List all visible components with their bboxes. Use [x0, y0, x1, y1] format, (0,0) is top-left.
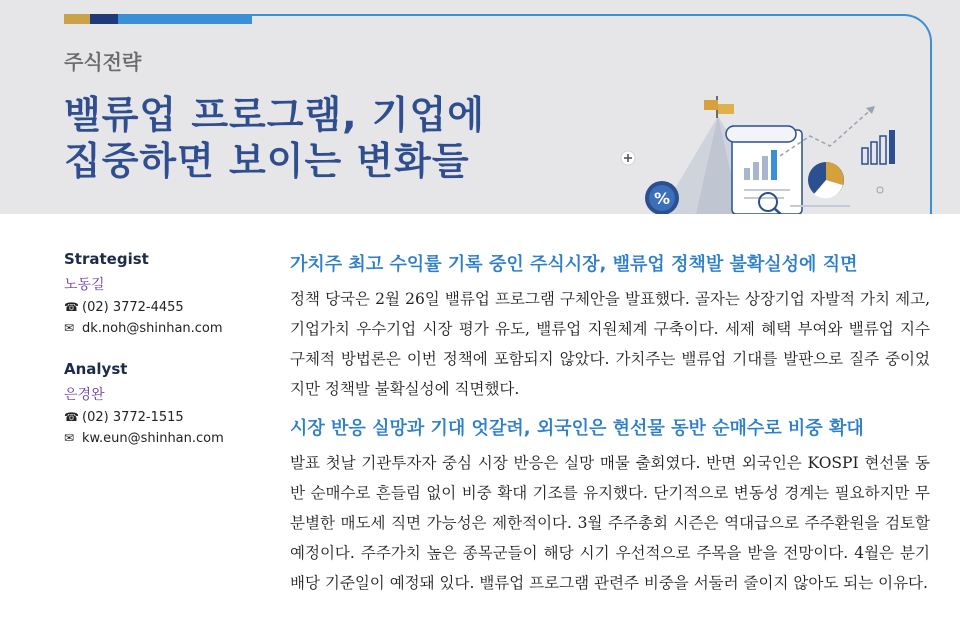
document-icon: [726, 126, 802, 214]
strategist-phone: (02) 3772-4455: [82, 300, 184, 315]
strategist-phone-row: [64, 300, 264, 315]
analyst-role: Analyst: [64, 360, 128, 378]
flag-icon: [704, 96, 734, 118]
accent-bar-navy: [90, 14, 118, 24]
header-banner: [0, 0, 960, 214]
envelope-icon: ✉: [64, 321, 75, 335]
contact-panel: [64, 250, 264, 452]
analyst-block: [64, 360, 264, 446]
bar-chart-icon: [862, 130, 895, 164]
envelope-icon: ✉: [64, 431, 75, 445]
strategist-block: [64, 250, 264, 336]
title-line-2: 집중하면 보이는 변화들: [64, 139, 470, 183]
analyst-phone: (02) 3772-1515: [82, 410, 184, 425]
section-paragraph: 발표 첫날 기관투자자 중심 시장 반응은 실망 매물 출회였다. 반면 외국인은 KOSPI 현선물 동반 순매수로 흔들림 없이 비중 확대 기조를 유지했다. 단기적으로 변동성 경계는 필요하지만 무분별한 매도세 직면 가능성은 제한적이다. 3월 주주총회 시즌은 역대급으로 주주환원을 검토할 예정이다. 주주가치 높은 종목군들이 해당 시기 우선적으로 주목을 받을 전망이다. 4월은 분기 배당 기준일이 예정돼 있다. 밸류업 프로그램 관련주 비중을 서둘러 줄이지 않아도 되는 이유다.: [290, 454, 930, 592]
title-line-1: 밸류업 프로그램, 기업에: [64, 93, 485, 137]
accent-bar-gold: [64, 14, 90, 24]
strategist-name: 노동길: [64, 277, 105, 293]
finance-illustration: [600, 86, 920, 214]
phone-icon: ☎: [64, 300, 79, 314]
analyst-email[interactable]: kw.eun@shinhan.com: [82, 431, 224, 446]
phone-icon: ☎: [64, 410, 79, 424]
report-title: [64, 92, 485, 184]
plus-icon: [621, 151, 635, 165]
section-paragraph: 정책 당국은 2월 26일 밸류업 프로그램 구체안을 발표했다. 골자는 상장기업 자발적 가치 제고, 기업가치 우수기업 시장 평가 유도, 밸류업 지원체계 구축이다. 세제 혜택 부여와 밸류업 지수 구체적 방법론은 이번 정책에 포함되지 않았다. 가치주는 밸류업 기대를 발판으로 질주 중이었지만 정책발 불확실성에 직면했다.: [290, 290, 930, 398]
svg-text:%: %: [653, 189, 671, 208]
analyst-email-row[interactable]: [64, 431, 264, 446]
accent-bar-blue: [118, 14, 252, 24]
strategist-role: Strategist: [64, 250, 149, 268]
report-category: 주식전략: [64, 50, 142, 74]
report-body: [290, 250, 930, 608]
percent-badge-icon: [645, 181, 679, 214]
strategist-email-row[interactable]: [64, 321, 264, 336]
strategist-email[interactable]: dk.noh@shinhan.com: [82, 321, 223, 336]
section-heading: 가치주 최고 수익률 기록 중인 주식시장, 밸류업 정책발 불확실성에 직면: [290, 254, 858, 275]
pie-chart-icon: [808, 162, 844, 198]
analyst-phone-row: [64, 410, 264, 425]
analyst-name: 은경완: [64, 387, 105, 403]
section-heading: 시장 반응 실망과 기대 엇갈려, 외국인은 현선물 동반 순매수로 비중 확대: [290, 418, 864, 439]
